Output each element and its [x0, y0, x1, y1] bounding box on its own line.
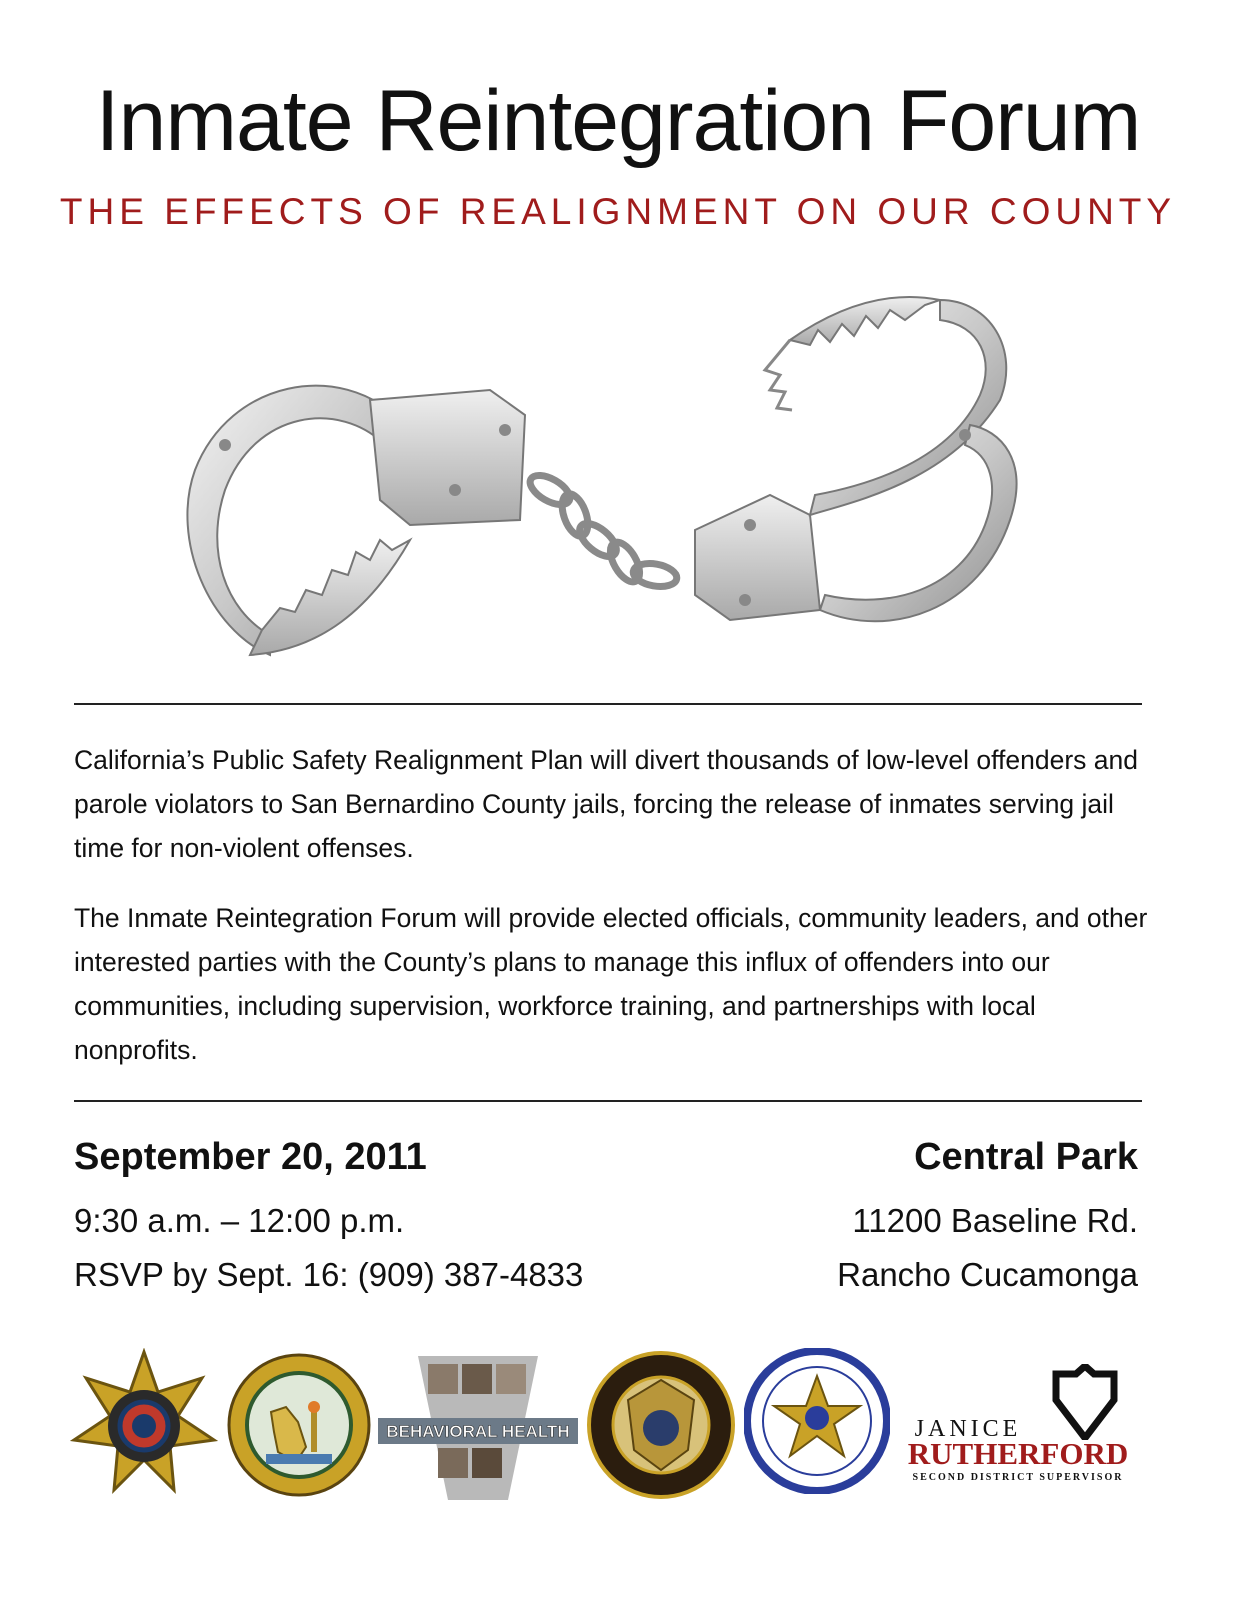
- svg-text:SECOND DISTRICT SUPERVISOR: SECOND DISTRICT SUPERVISOR: [912, 1472, 1124, 1483]
- event-date: September 20, 2011: [74, 1136, 427, 1178]
- behavioral-health-logo-icon: [378, 1356, 578, 1500]
- top-divider: [74, 703, 1142, 705]
- venue-street: 11200 Baseline Rd.: [852, 1202, 1138, 1239]
- svg-text:JANICE: JANICE: [914, 1416, 1022, 1442]
- forum-paragraph: The Inmate Reintegration Forum will provide elected officials, community leaders, and other interested parties with the County’s plans to manage this influx of offenders into our communities, including supervision, workforce training, and partnerships with local nonprofits.: [74, 903, 1148, 1065]
- intro-paragraph: California’s Public Safety Realignment Plan will divert thousands of low-level offenders and parole violators to San Bernardino County jails, forcing the release of inmates serving jail time for non-violent offenses.: [74, 745, 1139, 863]
- handcuffs-photo: [170, 250, 1050, 680]
- event-rsvp: RSVP by Sept. 16: (909) 387-4833: [74, 1256, 584, 1293]
- probation-seal-icon: [586, 1350, 736, 1500]
- page-subtitle: THE EFFECTS OF REALIGNMENT ON OUR COUNTY: [59, 191, 1177, 232]
- bottom-divider: [74, 1100, 1142, 1102]
- svg-text:BEHAVIORAL HEALTH: BEHAVIORAL HEALTH: [386, 1422, 570, 1441]
- event-time: 9:30 a.m. – 12:00 p.m.: [74, 1202, 405, 1239]
- district-attorney-seal-icon: [744, 1348, 890, 1494]
- venue-city: Rancho Cucamonga: [837, 1256, 1138, 1293]
- sheriff-star-badge-icon: [70, 1348, 218, 1496]
- cdcr-seal-icon: [226, 1352, 372, 1498]
- venue-name: Central Park: [914, 1136, 1138, 1178]
- svg-text:RUTHERFORD: RUTHERFORD: [907, 1436, 1129, 1471]
- rutherford-logo-text: [898, 1414, 1148, 1486]
- page-title: Inmate Reintegration Forum: [95, 73, 1141, 169]
